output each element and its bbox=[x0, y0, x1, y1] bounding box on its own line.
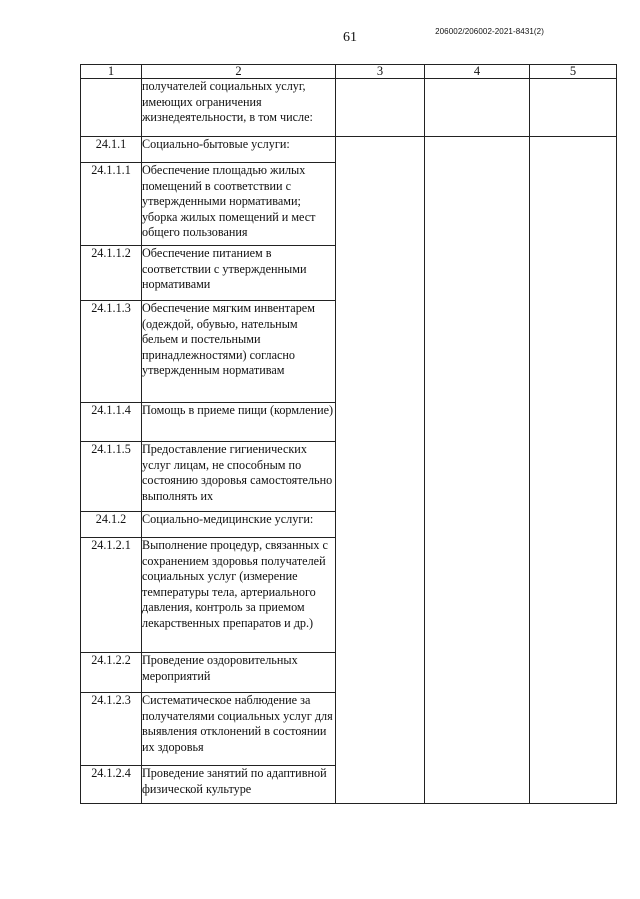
cell-col3-merged bbox=[336, 137, 425, 804]
row-number: 24.1.1.1 bbox=[81, 163, 142, 246]
row-number: 24.1.2.1 bbox=[81, 538, 142, 653]
row-description: Социально-бытовые услуги: bbox=[142, 137, 336, 163]
row-number: 24.1.2.4 bbox=[81, 766, 142, 804]
row-description: Систематическое наблюдение за получателями социальных услуг для выявления отклонений в состоянии их здоровья bbox=[142, 693, 336, 766]
row-description: Выполнение процедур, связанных с сохранением здоровья получателей социальных услуг (измерение температуры тела, артериального давления, контроль за приемом лекарственных препаратов и др.) bbox=[142, 538, 336, 653]
cell-col4 bbox=[425, 79, 530, 137]
cell-col5-merged bbox=[530, 137, 617, 804]
row-description: получателей социальных услуг, имеющих ограничения жизнедеятельности, в том числе: bbox=[142, 79, 336, 137]
row-number: 24.1.2 bbox=[81, 512, 142, 538]
table-row bbox=[81, 137, 617, 163]
cell-col3 bbox=[336, 79, 425, 137]
column-header-5: 5 bbox=[530, 65, 617, 79]
row-description: Проведение занятий по адаптивной физической культуре bbox=[142, 766, 336, 804]
column-header-3: 3 bbox=[336, 65, 425, 79]
row-number bbox=[81, 79, 142, 137]
services-table bbox=[80, 64, 617, 804]
row-number: 24.1.1 bbox=[81, 137, 142, 163]
cell-col4-merged bbox=[425, 137, 530, 804]
page-number: 61 bbox=[343, 30, 357, 45]
row-description: Проведение оздоровительных мероприятий bbox=[142, 653, 336, 693]
row-description: Помощь в приеме пищи (кормление) bbox=[142, 403, 336, 442]
row-number: 24.1.1.2 bbox=[81, 246, 142, 301]
column-header-2: 2 bbox=[142, 65, 336, 79]
row-description: Обеспечение питанием в соответствии с утвержденными нормативами bbox=[142, 246, 336, 301]
row-number: 24.1.1.4 bbox=[81, 403, 142, 442]
column-header-4: 4 bbox=[425, 65, 530, 79]
row-number: 24.1.2.3 bbox=[81, 693, 142, 766]
row-description: Обеспечение мягким инвентарем (одеждой, обувью, нательным бельем и постельными принадлежностями) согласно утвержденным нормативам bbox=[142, 301, 336, 403]
table-row bbox=[81, 79, 617, 137]
row-description: Предоставление гигиенических услуг лицам, не способным по состоянию здоровья самостоятельно выполнять их bbox=[142, 442, 336, 512]
document-code: 206002/206002-2021-8431(2) bbox=[435, 27, 544, 36]
row-description: Социально-медицинские услуги: bbox=[142, 512, 336, 538]
row-number: 24.1.1.3 bbox=[81, 301, 142, 403]
cell-col5 bbox=[530, 79, 617, 137]
table-header-row bbox=[81, 65, 617, 79]
row-description: Обеспечение площадью жилых помещений в соответствии с утвержденными нормативами; уборка жилых помещений и мест общего пользования bbox=[142, 163, 336, 246]
column-header-1: 1 bbox=[81, 65, 142, 79]
row-number: 24.1.1.5 bbox=[81, 442, 142, 512]
row-number: 24.1.2.2 bbox=[81, 653, 142, 693]
